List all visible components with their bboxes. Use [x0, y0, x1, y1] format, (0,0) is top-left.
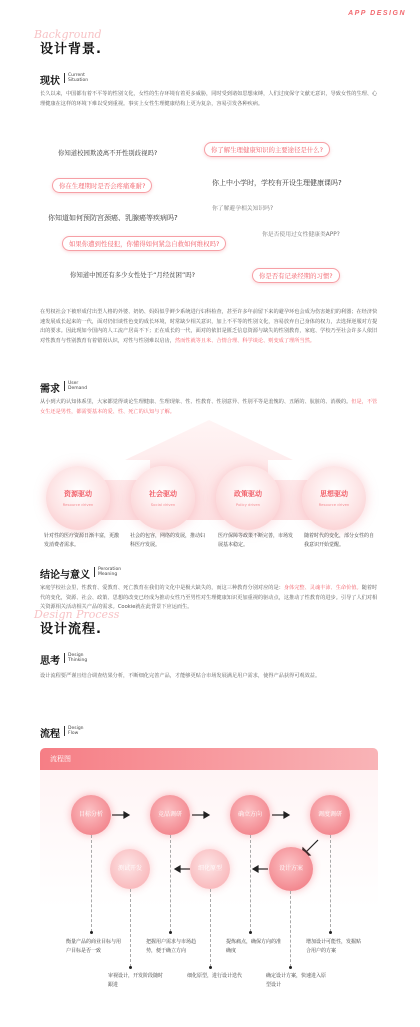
connector-4 — [210, 889, 211, 967]
flow-en: Design Flow — [64, 726, 84, 736]
flow-note-5: 提炼痛点，确保方向的准确度 — [226, 939, 282, 954]
status-heading: 现状 — [40, 76, 60, 87]
analysis-text: 在男权社会下被形成付出型人格的外婆、奶奶、妈妈似乎鲜少系统进行妇科检查，甚至许多年前留下来的避孕环也会成为伤害她们的利器；在经济快速发展成长起来的一代，面对仍旧谈性色变的成长环境，时常缺少相关意识，加上不平等的性别文化，容易放弃自己身体的权力，去选择逆服对方提出的要求。因此现如今国内的人工流产居高不下；正在成长的一代，面对的依旧是匮乏信息资源与缺失的性别教育，家庭、学校乃至社会许多人依旧对性教育与性别教育有着错误认识，对性与性别难以启齿，然而性就等且米、合情合理、科学谈论、则变成了理所当然。 — [40, 309, 378, 344]
connector-1 — [91, 835, 92, 932]
driver-circle-thought: 思想驱动 Resource driven — [302, 466, 366, 530]
thinking-en: Design Thinking — [64, 653, 87, 663]
question-10: 你是否有记录经期的习惯? — [252, 268, 340, 283]
flow-node-design-plan: 设计方案 — [269, 847, 313, 891]
brand-label: APP DESIGN — [348, 10, 406, 17]
question-4: 你上中小学时，学校有开设生理健康课吗? — [212, 179, 342, 187]
connector-5 — [250, 835, 251, 932]
demand-heading: 需求 — [40, 384, 60, 395]
driver-circle-resource: 资源驱动 Resource driven — [46, 466, 110, 530]
question-9: 你知道中国还有多少女性处于“月经贫困”吗? — [70, 271, 196, 279]
connector-dot-5 — [249, 931, 252, 934]
connector-dot-3 — [169, 931, 172, 934]
driver-circle-policy: 政策驱动 Policy driven — [216, 466, 280, 530]
connector-3 — [170, 835, 171, 932]
flow-note-4: 细化原型，进行设计迭代 — [187, 973, 243, 979]
thinking-text: 设计流程要严谨且结合调查结果分析，不断细化完善产品，才能够更贴合市场发展满足用户需求，使得产品获得可观效益。 — [40, 673, 321, 679]
question-3: 你在生理期时是否会疼痛难耐? — [52, 178, 152, 193]
section2-title: 设计流程. — [40, 622, 102, 637]
question-6: 你知道如何预防宫颈癌、乳腺癌等疾病吗? — [48, 214, 178, 222]
flow-note-1: 衡量产品的商业目标与用户目标是否一致 — [66, 939, 122, 954]
flow-node-direction: 确立方向 — [230, 795, 270, 835]
connector-6 — [290, 891, 291, 967]
question-2: 你了解生理健康知识的主要途径是什么? — [204, 142, 330, 157]
flow-node-prototype: 细化原型 — [190, 849, 230, 889]
section-title: 设计背景. — [40, 42, 102, 57]
driver-text-policy: 医疗保障等政策不断完善，市场发展基本稳定。 — [218, 533, 294, 548]
flow-card-header: 流程图 — [40, 748, 378, 770]
driver-text-social: 社会的包容，网络的发展，推动妇科医疗发展。 — [130, 533, 206, 548]
connector-dot-6 — [289, 966, 292, 969]
connector-dot-7 — [329, 931, 332, 934]
question-8: 如果你遭到性侵犯，你懂得如何紧急自救如何维权吗? — [62, 236, 226, 251]
flow-node-goal-analysis: 目标分析 — [71, 795, 111, 835]
status-en: Current Situation — [64, 73, 88, 83]
connector-dot-2 — [129, 966, 132, 969]
driver-text-resource: 针对性的医疗资源日渐丰富，更激发消费者需求。 — [44, 533, 120, 548]
conclusion-text: 家庭学校社会里，性教育、爱教育、死亡教育在我们的文化中是极大缺失的，而这三种教育分别对应的是：身体完整、灵魂丰沛、生命价值。随着时代的变化，资源、社会、政策、思想的改变已经成为推动女性乃至男性对生理健康知识更加重视的驱动点，这推动了性教育的进步。引导了人们对相关资源相关活动相关产品的需求。Cookie就在此背景下应运而生。 — [40, 585, 378, 610]
conclusion-en: Peroration Meaning — [94, 567, 121, 577]
question-7: 你是否使用过女性健康类APP? — [262, 232, 340, 238]
flow-note-2: 审视设计，开发阶段随时跟进 — [108, 973, 164, 988]
flow-note-3: 把握用户需求与市场趋势，便于确立方向 — [146, 939, 197, 954]
question-1: 你知道校园欺凌离不开性别歧视吗? — [58, 149, 158, 157]
demand-text: 从小到大的认知体系里，大家都觉得谈论生理健康、生理现象、性、性教育、性别意异、性别平等是羞愧的、丑陋的、肮脏的、消极的。但是，不管女生还是男性，都需要基本的爱、性、死亡的认知与了解。 — [40, 399, 378, 415]
section-script-text: Background — [34, 28, 102, 41]
connector-dot-4 — [209, 966, 212, 969]
flow-note-7: 增加设计可能性，发掘贴合用户的方案 — [306, 939, 362, 954]
connector-dot-1 — [90, 931, 93, 934]
flow-node-competitor-research: 竞品调研 — [150, 795, 190, 835]
conclusion-heading: 结论与意义 — [40, 570, 90, 581]
status-text: 长久以来，中国都有着不平等的性别文化，女性的生存环境有着更多威胁，同时受到诸如思想束缚，人们过度保守文献无意识，导致女性的生理、心理健康在这样的环境下难以受到重视。事实上女性生理健康结构上更为复杂，容易引发各种疾病。 — [40, 91, 378, 107]
flow-note-6: 确定设计方案，快速进入原型设计 — [266, 973, 327, 988]
flow-heading: 流程 — [40, 729, 60, 740]
question-5: 你了解避孕相关知识吗? — [212, 206, 274, 212]
connector-2 — [130, 889, 131, 967]
flow-node-testing: 测试开发 — [110, 849, 150, 889]
demand-en: User Demand — [64, 381, 87, 391]
section2-script-text: Design Process — [34, 608, 120, 621]
connector-7 — [330, 835, 331, 932]
flow-node-survey: 调度调研 — [310, 795, 350, 835]
driver-text-thought: 随着时代的变化，部分女性的自我意识开始觉醒。 — [304, 533, 375, 548]
thinking-heading: 思考 — [40, 656, 60, 667]
driver-circle-social: 社会驱动 Social driven — [131, 466, 195, 530]
